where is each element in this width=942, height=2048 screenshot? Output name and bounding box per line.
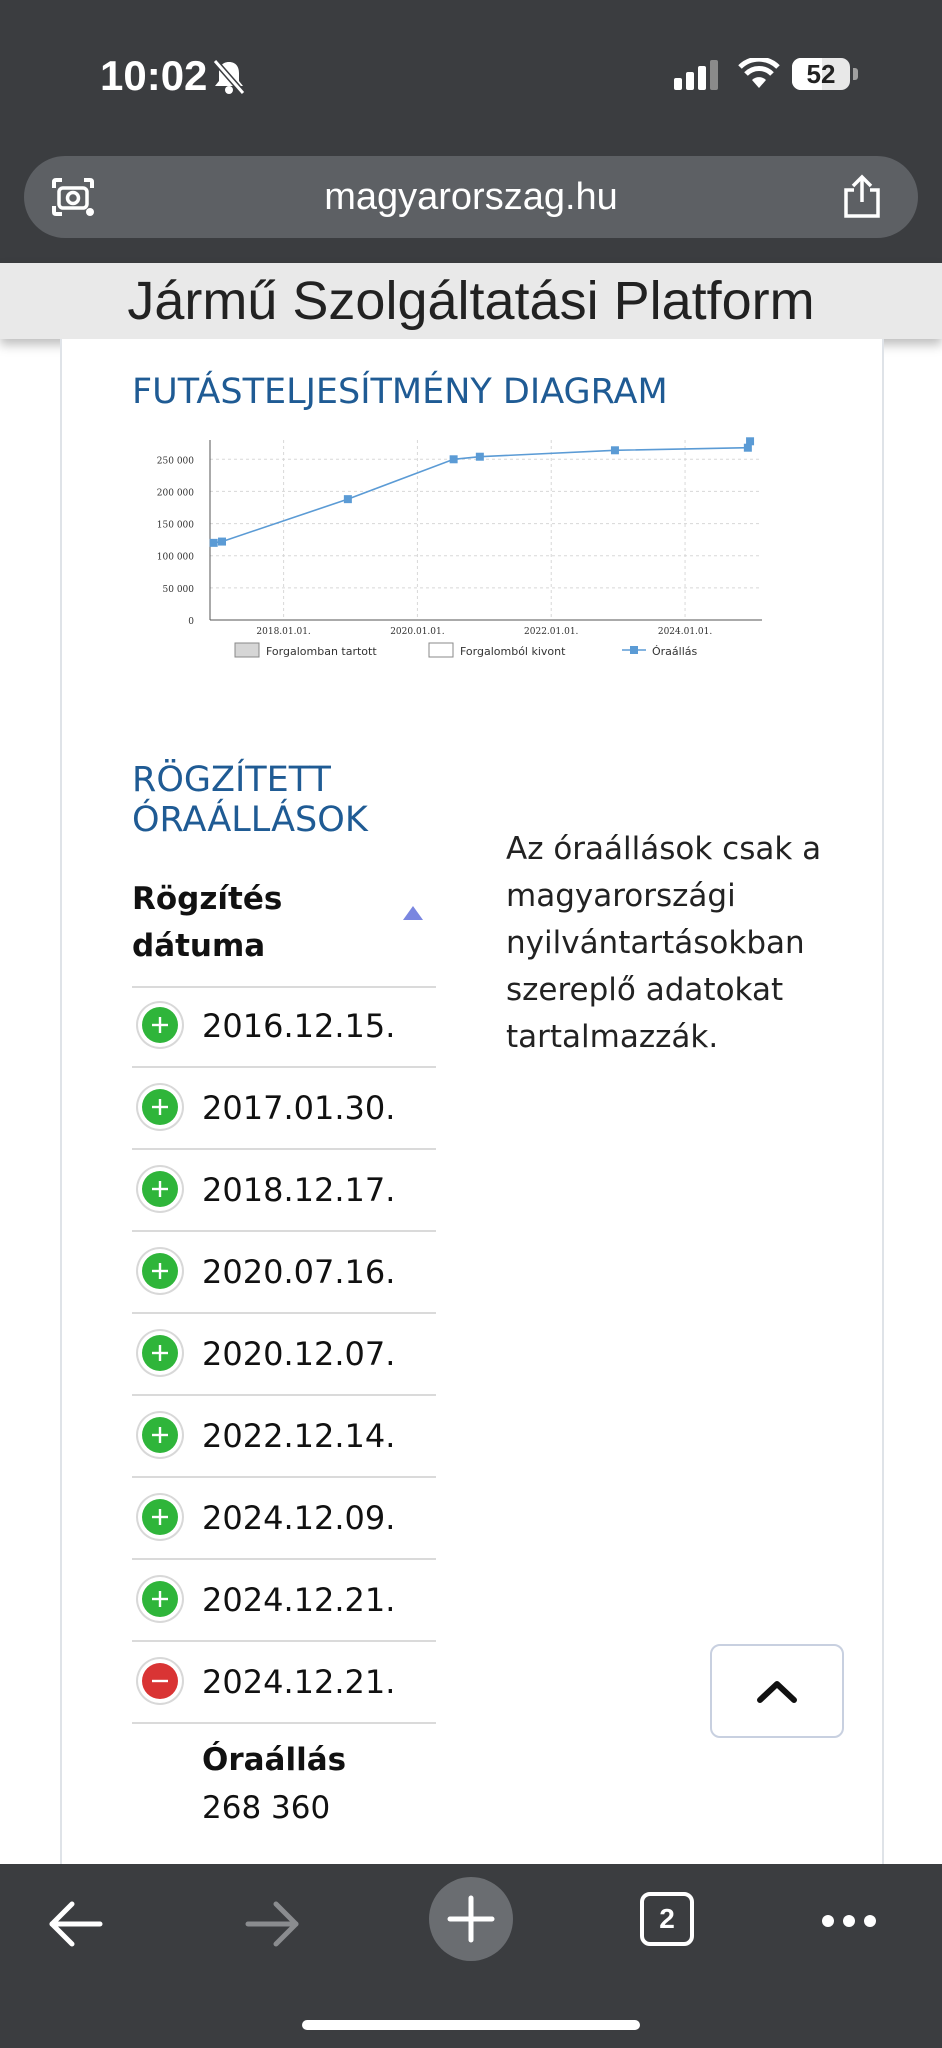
legend-swatch-withdrawn [429, 643, 453, 657]
data-point [450, 455, 458, 463]
data-point [746, 437, 754, 445]
sort-ascending-icon[interactable] [402, 904, 424, 922]
column-header-date[interactable]: Rögzítés dátuma [132, 881, 283, 964]
scroll-to-top-button[interactable] [710, 1644, 844, 1738]
expand-icon[interactable] [138, 1167, 182, 1211]
record-date: 2020.07.16. [202, 1253, 396, 1291]
record-row[interactable] [132, 1068, 436, 1150]
x-tick-label: 2022.01.01. [524, 627, 579, 637]
forward-arrow-icon[interactable] [242, 1894, 304, 1954]
chevron-up-icon [712, 1646, 842, 1736]
record-date: 2018.12.17. [202, 1171, 396, 1209]
new-tab-button[interactable] [428, 1876, 514, 1962]
record-date: 2024.12.21. [202, 1581, 396, 1619]
expand-icon[interactable] [138, 1085, 182, 1129]
data-point [210, 539, 218, 547]
record-row[interactable] [132, 1642, 436, 1724]
records-heading: RÖGZÍTETT ÓRAÁLLÁSOK [132, 760, 368, 840]
data-point [476, 453, 484, 461]
tabs-button[interactable] [640, 1892, 694, 1946]
bell-muted-icon [212, 58, 246, 96]
diagram-heading: FUTÁSTELJESÍTMÉNY DIAGRAM [132, 372, 668, 412]
mileage-chart [130, 428, 780, 668]
record-row[interactable] [132, 1560, 436, 1642]
expand-icon[interactable] [138, 1249, 182, 1293]
x-tick-label: 2024.01.01. [657, 627, 713, 637]
battery-icon [792, 58, 850, 90]
record-row[interactable] [132, 1396, 436, 1478]
browser-toolbar [0, 150, 942, 263]
y-tick-label: 100 000 [156, 552, 194, 563]
x-tick-label: 2018.01.01. [256, 627, 311, 637]
expand-icon[interactable] [138, 1577, 182, 1621]
record-row[interactable] [132, 1314, 436, 1396]
record-date: 2022.12.14. [202, 1417, 396, 1455]
expand-icon[interactable] [138, 1413, 182, 1457]
site-title: Jármű Szolgáltatási Platform [127, 271, 815, 331]
y-tick-label: 150 000 [156, 520, 194, 531]
table-header[interactable] [132, 876, 436, 988]
record-row[interactable] [132, 1232, 436, 1314]
record-row[interactable] [132, 1478, 436, 1560]
battery-percentage: 52 [806, 59, 836, 89]
address-bar[interactable] [24, 156, 918, 238]
legend-marker-odometer [630, 646, 638, 654]
tab-count: 2 [659, 1903, 675, 1934]
battery-cap [853, 68, 858, 80]
expand-icon[interactable] [138, 1495, 182, 1539]
record-row[interactable] [132, 1150, 436, 1232]
y-tick-label: 50 000 [162, 584, 194, 595]
data-point [218, 538, 226, 546]
more-options-icon[interactable] [820, 1906, 878, 1936]
record-date: 2024.12.09. [202, 1499, 396, 1537]
share-icon[interactable] [840, 174, 884, 220]
record-row[interactable] [132, 986, 436, 1068]
record-date: 2020.12.07. [202, 1335, 396, 1373]
bottom-toolbar [0, 1864, 942, 2048]
y-tick-label: 200 000 [156, 488, 194, 499]
legend-label: Óraállás [652, 645, 698, 658]
wifi-icon [738, 58, 780, 90]
legend-label: Forgalomban tartott [266, 645, 377, 658]
record-date: 2024.12.21. [202, 1663, 396, 1701]
legend-swatch-in-service [235, 643, 259, 657]
home-indicator [302, 2020, 640, 2030]
collapse-icon[interactable] [138, 1659, 182, 1703]
x-tick-label: 2020.01.01. [390, 627, 445, 637]
record-date: 2016.12.15. [202, 1007, 396, 1045]
record-date: 2017.01.30. [202, 1089, 396, 1127]
status-bar [0, 0, 942, 150]
data-point [344, 495, 352, 503]
back-arrow-icon[interactable] [44, 1894, 106, 1954]
records-note: Az óraállások csak a magyarországi nyilvántartásokban szereplő adatokat tartalmazzák. [506, 831, 822, 1055]
y-tick-label: 250 000 [156, 456, 194, 467]
site-header [0, 263, 942, 339]
expand-icon[interactable] [138, 1003, 182, 1047]
legend-label: Forgalomból kivont [460, 645, 566, 658]
expand-icon[interactable] [138, 1331, 182, 1375]
odometer-label: Óraállás [202, 1742, 347, 1778]
y-tick-label: 0 [188, 617, 194, 627]
cellular-signal-icon [674, 60, 722, 90]
data-point [611, 446, 619, 454]
url-text[interactable]: magyarorszag.hu [324, 176, 618, 218]
status-time: 10:02 [100, 52, 208, 99]
odometer-value: 268 360 [202, 1790, 331, 1826]
